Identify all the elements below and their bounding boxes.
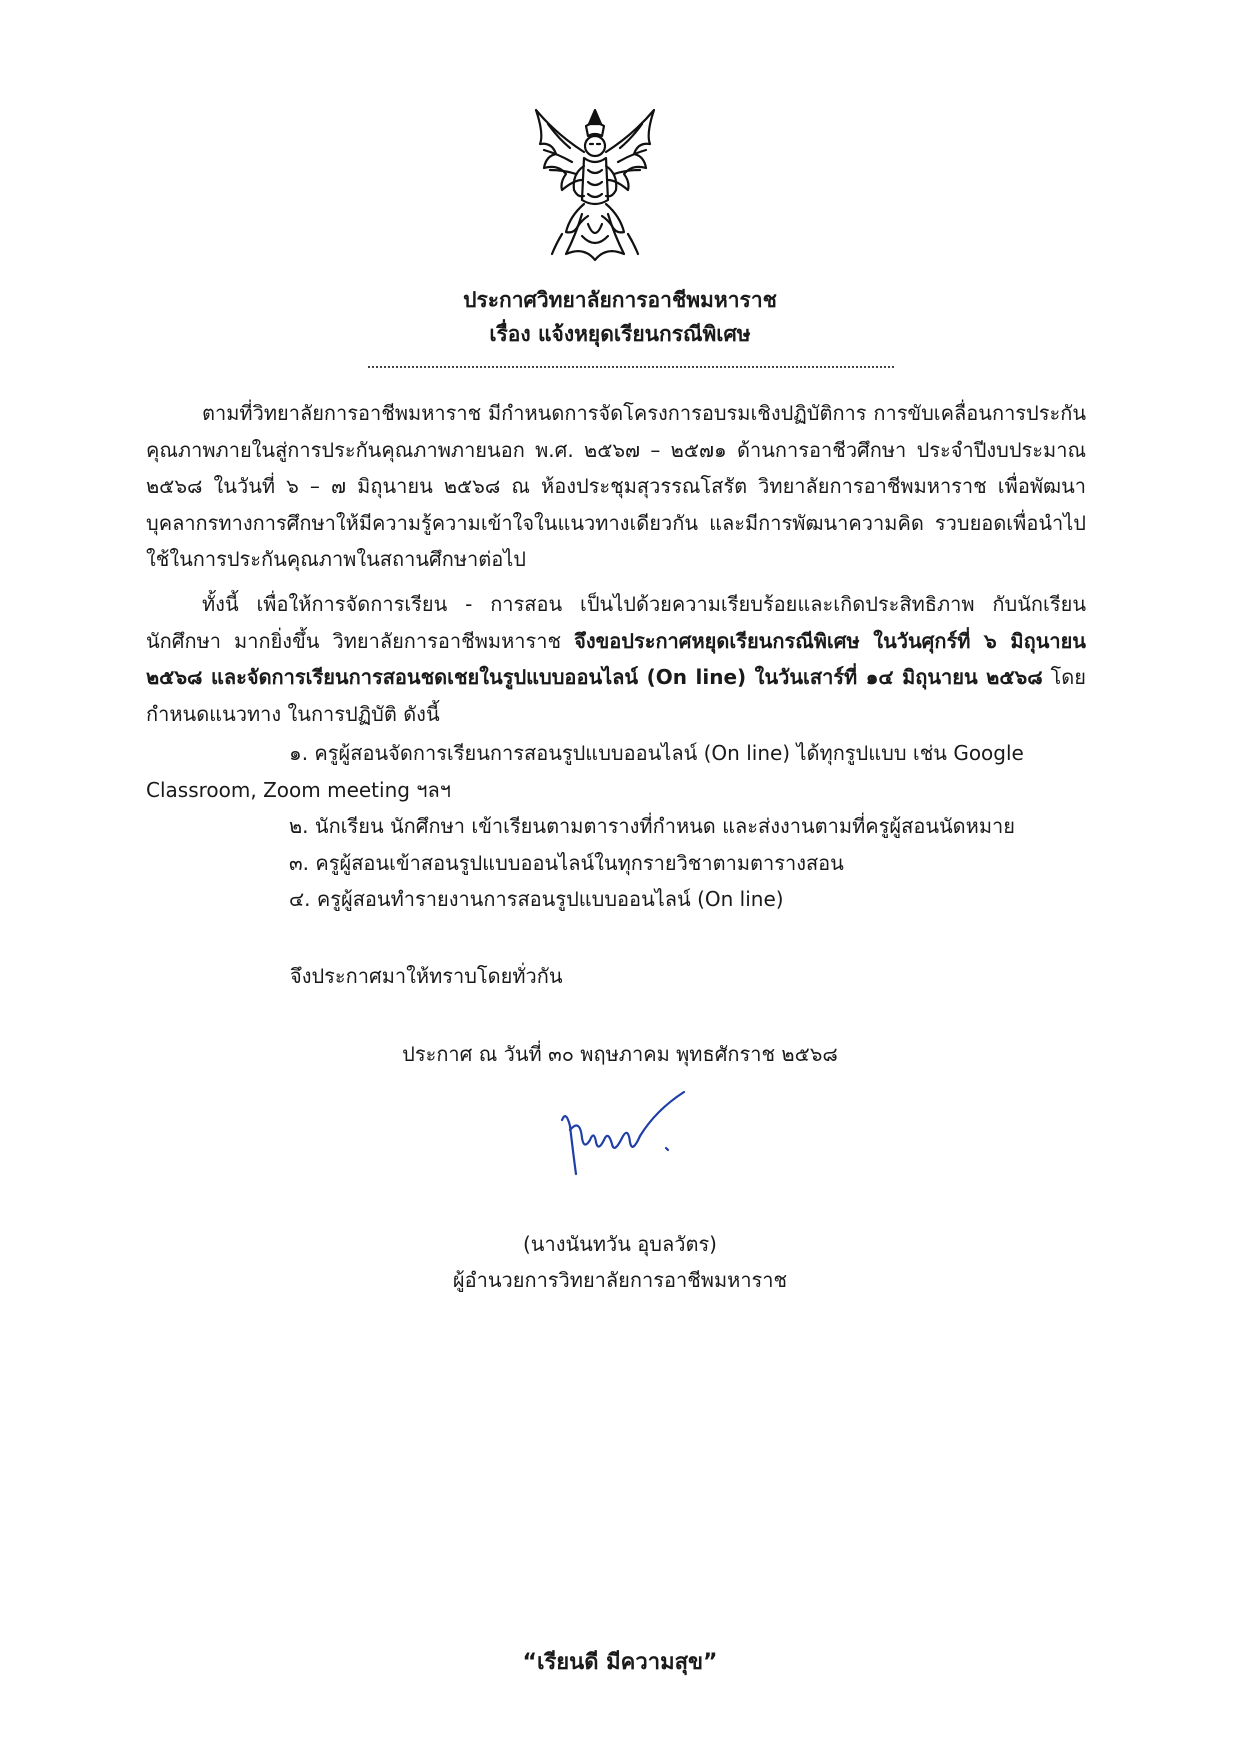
title-block — [0, 283, 1240, 351]
announcement-date: ประกาศ ณ วันที่ ๓๐ พฤษภาคม พุทธศักราช ๒๕๖๘ — [402, 1042, 838, 1066]
document-subject: เรื่อง แจ้งหยุดเรียนกรณีพิเศษ — [489, 322, 751, 346]
list-item: ๒. นักเรียน นักศึกษา เข้าเรียนตามตารางที่กำหนด และส่งงานตามที่ครูผู้สอนนัดหมาย — [289, 814, 1015, 838]
list-item: ๑. ครูผู้สอนจัดการเรียนการสอนรูปแบบออนไลน์ (On line) ได้ทุกรูปแบบ เช่น Google Classroom, Zoom meeting ฯลฯ — [146, 741, 1024, 802]
signer-position: ผู้อำนวยการวิทยาลัยการอาชีพมหาราช — [452, 1268, 788, 1292]
signer-name: (นางนันทวัน อุบลวัตร) — [523, 1232, 717, 1256]
list-item: ๔. ครูผู้สอนทำรายงานการสอนรูปแบบออนไลน์ (On line) — [289, 887, 784, 911]
college-motto: “เรียนดี มีความสุข” — [522, 1650, 718, 1675]
paragraph-2-start: ทั้งนี้ เพื่อให้การจัดการเรียน - การสอน เป็นไปด้วยความเรียบร้อยและเกิดประสิทธิภาพ กับนักเรียน นักศึกษา มากยิ่งขึ้น วิทยาลัยการอาชีพมหาราช — [146, 592, 1086, 653]
paragraph-1: ตามที่วิทยาลัยการอาชีพมหาราช มีกำหนดการจัดโครงการอบรมเชิงปฏิบัติการ การขับเคลื่อนการประกันคุณภาพภายในสู่การประกันคุณภาพภายนอก พ.ศ. ๒๕๖๗ – ๒๕๗๑ ด้านการอาชีวศึกษา ประจำปีงบประมาณ ๒๕๖๘ ในวันที่ ๖ – ๗ มิถุนายน ๒๕๖๘ ณ ห้องประชุมสุวรรณโสรัต วิทยาลัยการอาชีพมหาราช เพื่อพัฒนาบุคลากรทางการศึกษาให้มีความรู้ความเข้าใจในแนวทางเดียวกัน และมีการพัฒนาความคิด รวบยอดเพื่อนำไปใช้ในการประกันคุณภาพในสถานศึกษาต่อไป — [146, 401, 1086, 571]
guideline-list — [146, 735, 1086, 918]
signer-block — [0, 1226, 1240, 1298]
paragraph-2 — [146, 586, 1086, 732]
dotted-divider — [368, 366, 894, 368]
document-title: ประกาศวิทยาลัยการอาชีพมหาราช — [463, 288, 777, 312]
signature-icon — [556, 1090, 696, 1180]
paragraph-2-end: โดยกำหนดแนวทาง ในการปฏิบัติ ดังนี้ — [146, 665, 1086, 726]
paragraph-2-bold: จึงขอประกาศหยุดเรียนกรณีพิเศษ ในวันศุกร์ที่ ๖ มิถุนายน ๒๕๖๘ และจัดการเรียนการสอนชดเชยในรูปแบบออนไลน์ (On line) ในวันเสาร์ที่ ๑๔ มิถุนายน ๒๕๖๘ — [146, 628, 1086, 689]
closing-sentence: จึงประกาศมาให้ทราบโดยทั่วกัน — [290, 964, 563, 988]
list-item: ๓. ครูผู้สอนเข้าสอนรูปแบบออนไลน์ในทุกรายวิชาตามตารางสอน — [289, 850, 844, 875]
garuda-emblem-icon — [526, 104, 664, 264]
